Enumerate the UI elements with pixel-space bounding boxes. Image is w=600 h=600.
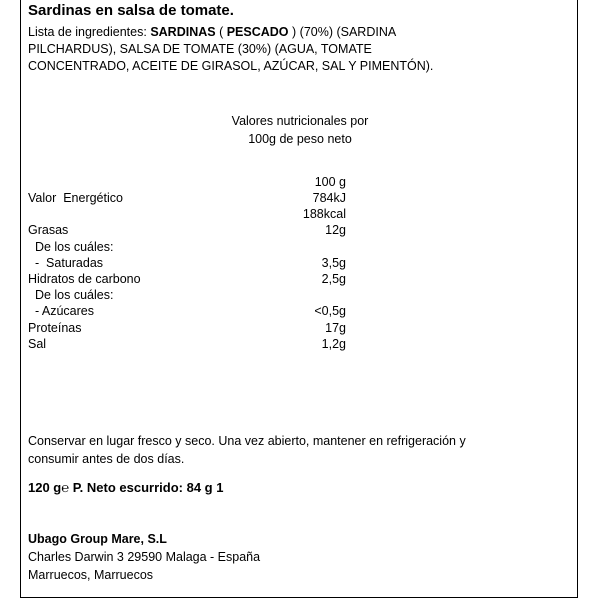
nutrition-row-label: Hidratos de carbono (28, 272, 141, 286)
company-name: Ubago Group Mare, S.L (28, 532, 167, 546)
company-address: Charles Darwin 3 29590 Malaga - España (28, 550, 261, 564)
nutrition-per-unit: 100 g (314, 175, 346, 189)
weights-line (28, 480, 223, 495)
nutrition-row-label: De los cuáles: (28, 288, 114, 302)
allergen-pescado: PESCADO (226, 25, 289, 39)
ingredients-line-2: PILCHARDUS), SALSA DE TOMATE (30%) (AGUA, TOMATE (28, 42, 372, 56)
ingredients-text-2: ) (70%) (SARDINA (288, 25, 397, 39)
nutrition-row-value: 3,5g (321, 256, 346, 270)
nutrition-row-value: <0,5g (314, 304, 346, 318)
ingredients-line-3: CONCENTRADO, ACEITE DE GIRASOL, AZÚCAR, SAL Y PIMENTÓN). (28, 59, 434, 73)
nutrition-row-value: 12g (325, 223, 346, 237)
nutrition-heading-line-2: 100g de peso neto (248, 132, 352, 146)
nutrition-row-value: 1,2g (321, 337, 346, 351)
nutrition-row-label: - Saturadas (28, 256, 104, 270)
nutrition-row-label: De los cuáles: (28, 240, 114, 254)
nutrition-row-value: 17g (325, 321, 346, 335)
nutrition-row-label: Proteínas (28, 321, 82, 335)
product-title: Sardinas en salsa de tomate. (28, 2, 234, 19)
company-origin: Marruecos, Marruecos (28, 568, 154, 582)
ingredients-text-1: ( (215, 25, 227, 39)
storage-line-2: consumir antes de dos días. (28, 452, 185, 466)
nutrition-heading-line-1: Valores nutricionales por (231, 114, 369, 128)
estimated-sign: ℮ (61, 480, 70, 495)
nutrition-row-label: - Azúcares (28, 304, 94, 318)
nutrition-row-label: Valor Energético (28, 191, 123, 205)
nutrition-row-label: Sal (28, 337, 47, 351)
nutrition-row-label: Grasas (28, 223, 69, 237)
allergen-sardinas: SARDINAS (150, 25, 216, 39)
drained-weight: P. Neto escurrido: 84 g 1 (72, 480, 224, 495)
ingredients-prefix: Lista de ingredientes: (28, 25, 151, 39)
storage-line-1: Conservar en lugar fresco y seco. Una vez abierto, mantener en refrigeración y (28, 434, 466, 448)
ingredients-line-1 (28, 24, 396, 41)
net-weight: 120 g (28, 480, 62, 495)
nutrition-row-value: 784kJ (312, 191, 346, 205)
nutrition-row-value: 2,5g (321, 272, 346, 286)
nutrition-row-value: 188kcal (302, 207, 346, 221)
